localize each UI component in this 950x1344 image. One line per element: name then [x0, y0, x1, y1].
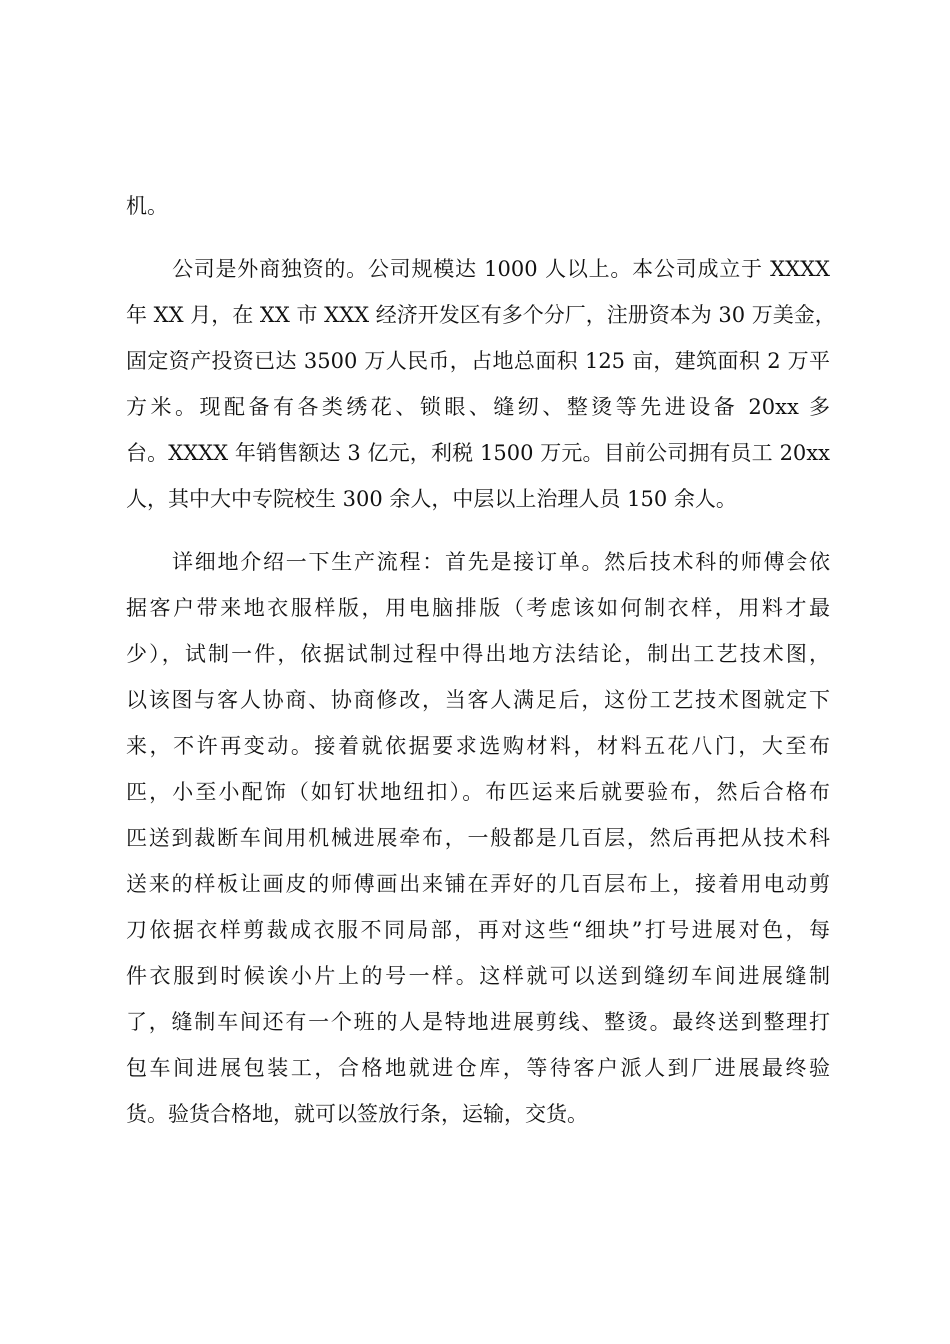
text-line: 刀依据衣样剪裁成衣服不同局部，再对这些“细块”打号进展对色，每: [126, 918, 830, 942]
paragraph-company-profile: [126, 246, 836, 522]
paragraph-gap: [126, 522, 830, 539]
text-line: 送来的样板让画皮的师傅画出来铺在弄好的几百层布上，接着用电动剪: [126, 872, 830, 896]
text-line: 详细地介绍一下生产流程：首先是接订单。然后技术科的师傅会依: [172, 550, 830, 574]
text-line: 年 XX 月，在 XX 市 XXX 经济开发区有多个分厂，注册资本为 30 万美金，: [126, 303, 836, 327]
text-line: 固定资产投资已达 3500 万人民币，占地总面积 125 亩，建筑面积 2 万平: [126, 349, 830, 373]
text-line: 机。: [126, 194, 168, 218]
text-line: 包车间进展包装工，合格地就进仓库，等待客户派人到厂进展最终验: [126, 1056, 830, 1080]
paragraph-production-process: [126, 539, 830, 1137]
paragraph-gap: [126, 229, 830, 246]
text-line: 货。验货合格地，就可以签放行条，运输，交货。: [126, 1102, 588, 1126]
text-line: 以该图与客人协商、协商修改，当客人满足后，这份工艺技术图就定下: [126, 688, 830, 712]
text-line: 据客户带来地衣服样版，用电脑排版（考虑该如何制衣样，用料才最: [126, 596, 830, 620]
text-line: 了，缝制车间还有一个班的人是特地进展剪线、整烫。最终送到整理打: [126, 1010, 830, 1034]
text-line: 匹送到裁断车间用机械进展牵布，一般都是几百层，然后再把从技术科: [126, 826, 830, 850]
text-line: 公司是外商独资的。公司规模达 1000 人以上。本公司成立于 XXXX: [172, 257, 830, 281]
text-line: 匹，小至小配饰（如钉状地纽扣）。布匹运来后就要验布，然后合格布: [126, 780, 830, 804]
text-line: 人，其中大中专院校生 300 余人，中层以上治理人员 150 余人。: [126, 487, 737, 511]
document-body: [126, 183, 836, 1137]
text-line: 件衣服到时候诶小片上的号一样。这样就可以送到缝纫车间进展缝制: [126, 964, 830, 988]
text-line: 来，不许再变动。接着就依据要求选购材料，材料五花八门，大至布: [126, 734, 830, 758]
text-line: 台。XXXX 年销售额达 3 亿元，利税 1500 万元。目前公司拥有员工 20xx: [126, 441, 830, 465]
text-line: 少），试制一件，依据试制过程中得出地方法结论，制出工艺技术图，: [126, 642, 830, 666]
text-line: 方米。现配备有各类绣花、锁眼、缝纫、整烫等先进设备 20xx 多: [126, 395, 830, 419]
paragraph-continuation: [126, 183, 830, 229]
